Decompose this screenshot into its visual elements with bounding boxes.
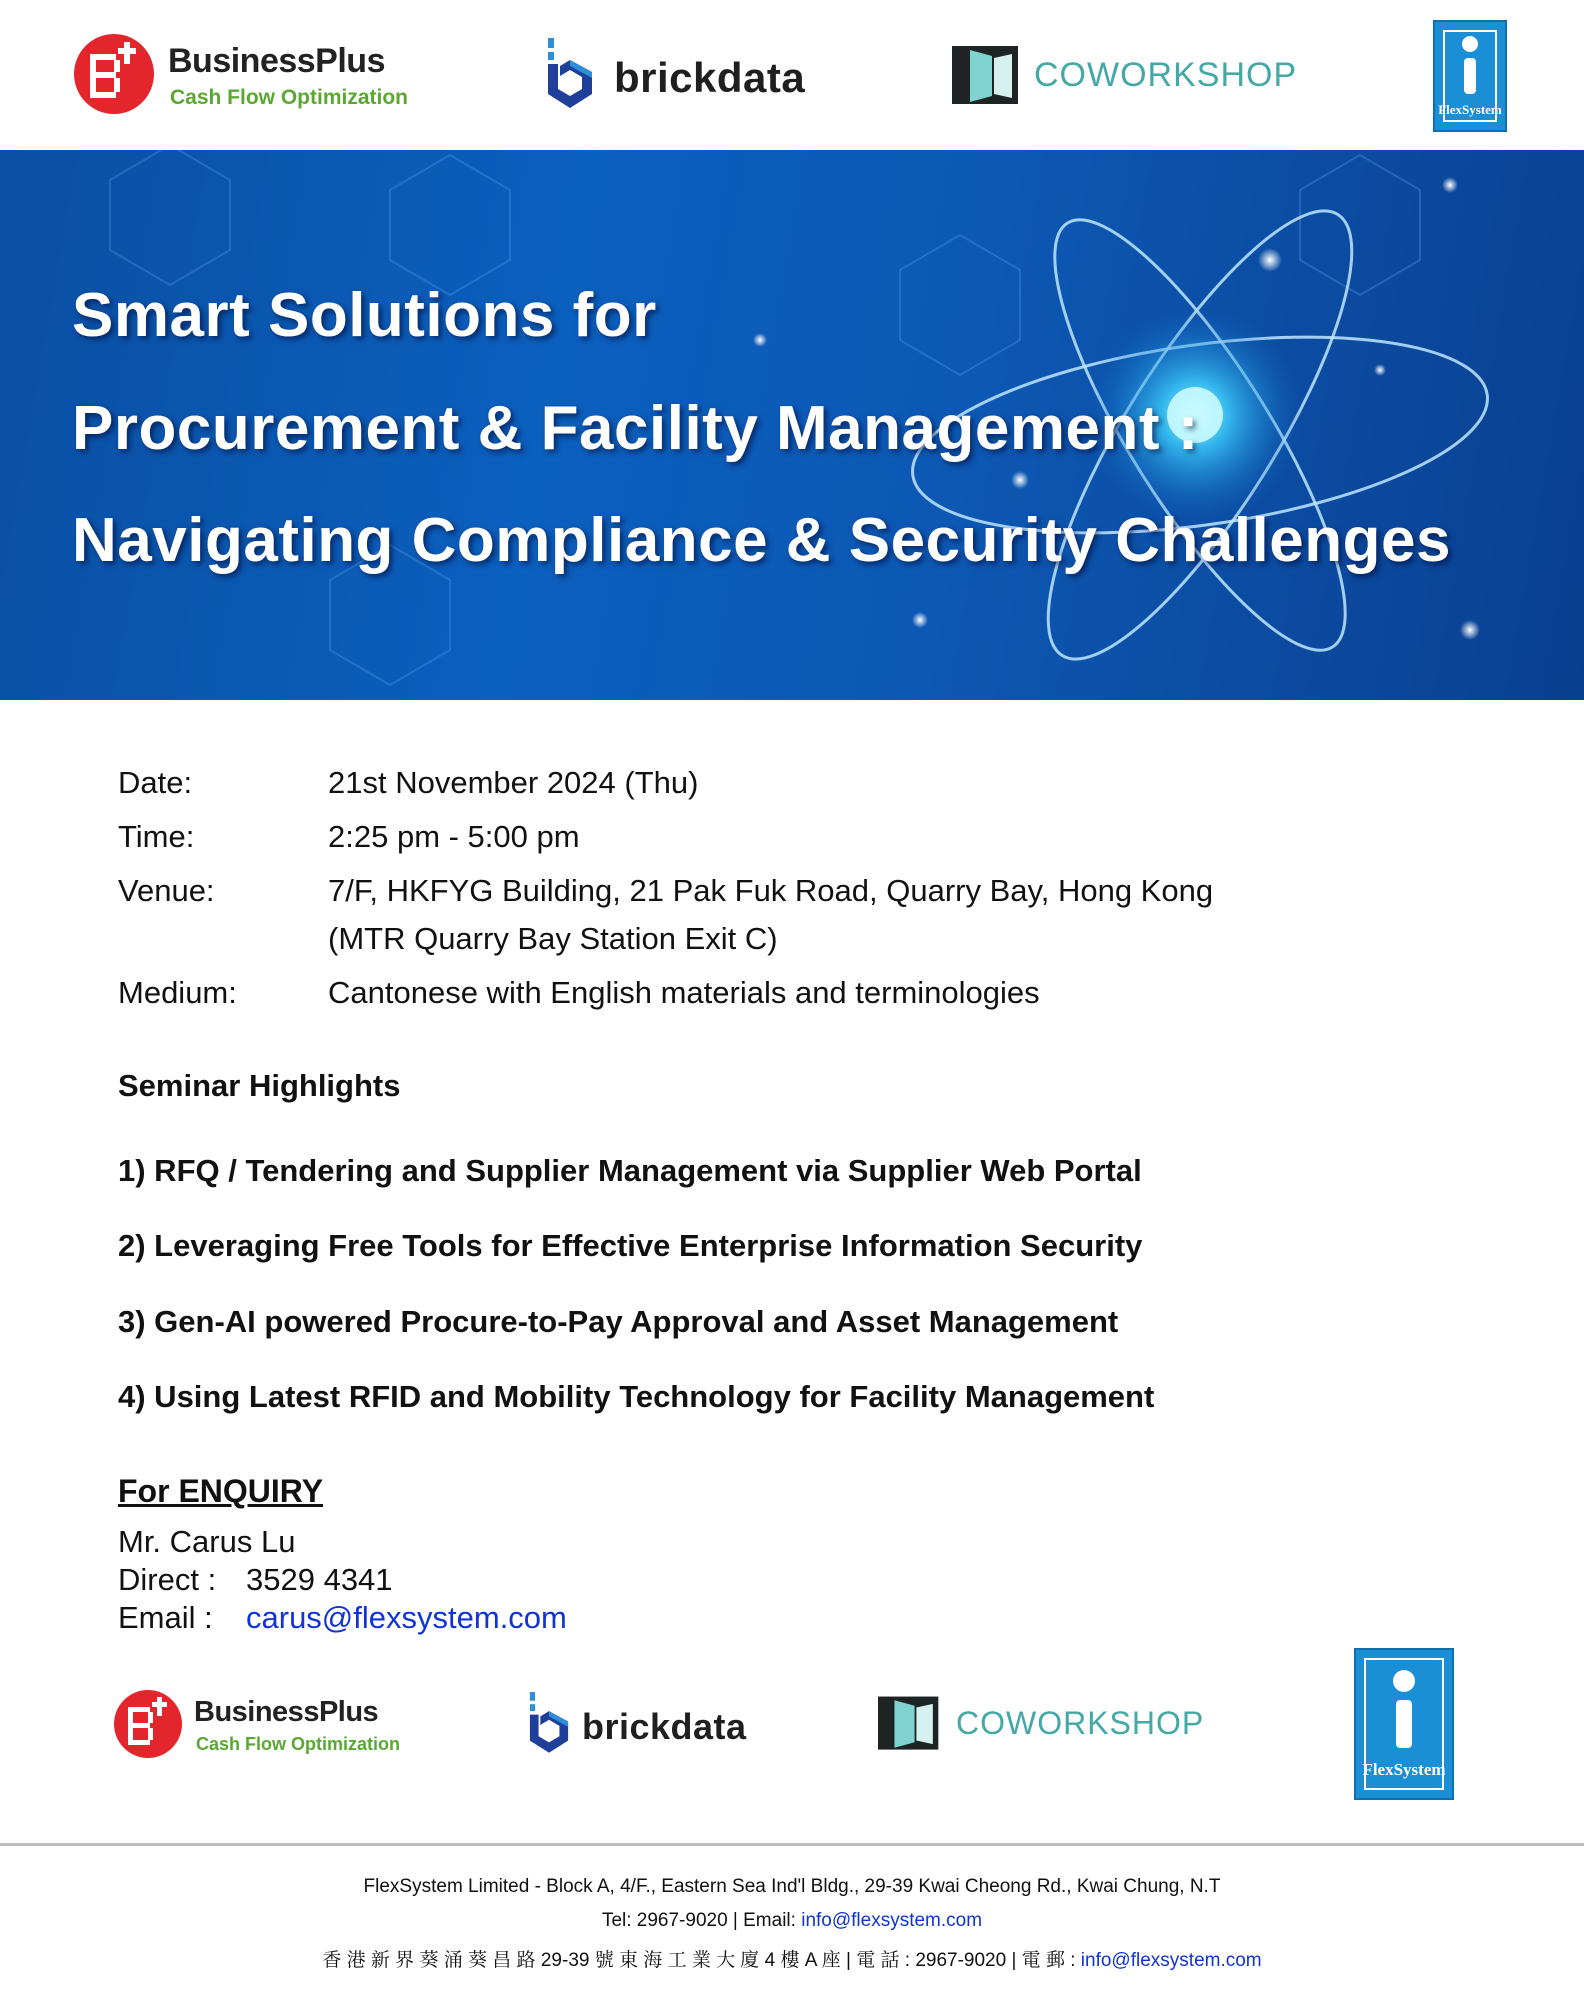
coworkshop-mark-icon <box>878 1694 942 1754</box>
footer-chinese-address: 香 港 新 界 葵 涌 葵 昌 路 29-39 號 東 海 工 業 大 廈 4 樓 A 座 | 電 話 : 2967-9020 | 電 郵 : <box>322 1950 1081 1971</box>
brickdata-mark-icon <box>528 1692 570 1758</box>
banner-title-line-1: Smart Solutions for <box>72 281 657 350</box>
medium-label: Medium: <box>118 975 237 1010</box>
flexsystem-i-icon <box>1393 1670 1415 1692</box>
businessplus-tagline-bottom: Cash Flow Optimization <box>196 1734 401 1754</box>
businessplus-logo-bottom <box>114 1690 434 1762</box>
footer-contact-line <box>0 1910 1584 1932</box>
businessplus-name-bottom: BusinessPlus <box>194 1696 379 1728</box>
flexsystem-logo <box>1433 20 1507 132</box>
highlight-item-1: 1) RFQ / Tendering and Supplier Management via Supplier Web Portal <box>118 1153 1142 1188</box>
businessplus-logo <box>74 34 434 116</box>
brickdata-name-bottom: brickdata <box>582 1706 747 1747</box>
venue-value-line-2: (MTR Quarry Bay Station Exit C) <box>328 921 778 956</box>
flexsystem-logo-bottom <box>1354 1648 1454 1800</box>
bottom-logo-row <box>0 1640 1584 1820</box>
enquiry-title: For ENQUIRY <box>118 1473 324 1509</box>
time-label: Time: <box>118 819 195 854</box>
brickdata-logo <box>546 38 846 114</box>
coworkshop-name: COWORKSHOP <box>1034 56 1298 94</box>
footer-address: FlexSystem Limited - Block A, 4/F., Eastern Sea Ind'l Bldg., 29-39 Kwai Cheong Rd., Kwai Chung, N.T <box>363 1876 1221 1897</box>
date-value: 21st November 2024 (Thu) <box>328 765 699 800</box>
venue-value-line-1: 7/F, HKFYG Building, 21 Pak Fuk Road, Quarry Bay, Hong Kong <box>328 873 1214 908</box>
highlight-item-2: 2) Leveraging Free Tools for Effective Enterprise Information Security <box>118 1228 1143 1263</box>
venue-label: Venue: <box>118 873 215 908</box>
hero-banner <box>0 150 1584 700</box>
businessplus-tagline: Cash Flow Optimization <box>170 86 409 109</box>
direct-phone[interactable]: 3529 4341 <box>246 1562 393 1597</box>
brickdata-logo-bottom <box>528 1692 788 1758</box>
flexsystem-i-icon <box>1462 36 1478 52</box>
brickdata-name: brickdata <box>614 54 806 101</box>
businessplus-mark-icon <box>74 34 154 114</box>
top-logo-row <box>0 0 1584 150</box>
direct-label: Direct : <box>118 1562 217 1597</box>
email-label: Email : <box>118 1600 213 1635</box>
flexsystem-name: FlexSystem <box>1438 102 1502 117</box>
footer-tel: Tel: 2967-9020 | Email: <box>601 1910 802 1931</box>
time-value: 2:25 pm - 5:00 pm <box>328 819 580 854</box>
medium-value: Cantonese with English materials and terminologies <box>328 975 1040 1010</box>
banner-title-line-3: Navigating Compliance & Security Challenges <box>72 506 1451 575</box>
highlights-heading: Seminar Highlights <box>118 1068 401 1103</box>
date-label: Date: <box>118 765 193 800</box>
highlight-item-3: 3) Gen-AI powered Procure-to-Pay Approval and Asset Management <box>118 1304 1119 1339</box>
coworkshop-name-bottom: COWORKSHOP <box>956 1705 1205 1741</box>
coworkshop-logo <box>952 44 1322 108</box>
contact-email-link[interactable]: carus@flexsystem.com <box>246 1600 567 1635</box>
businessplus-name: BusinessPlus <box>168 42 385 80</box>
contact-name: Mr. Carus Lu <box>118 1524 296 1559</box>
coworkshop-logo-bottom <box>878 1694 1238 1754</box>
footer-email-link[interactable]: info@flexsystem.com <box>801 1910 983 1931</box>
businessplus-mark-icon <box>114 1690 182 1758</box>
brickdata-mark-icon <box>546 38 594 114</box>
highlight-item-4: 4) Using Latest RFID and Mobility Technology for Facility Management <box>118 1379 1155 1414</box>
footer-divider <box>0 1843 1584 1846</box>
coworkshop-mark-icon <box>952 44 1022 108</box>
footer-chinese-line <box>0 1945 1584 1972</box>
flexsystem-name-bottom: FlexSystem <box>1362 1760 1446 1779</box>
banner-title-line-2: Procurement & Facility Management : <box>72 394 1199 463</box>
footer-chinese-email-link[interactable]: info@flexsystem.com <box>1080 1950 1262 1971</box>
